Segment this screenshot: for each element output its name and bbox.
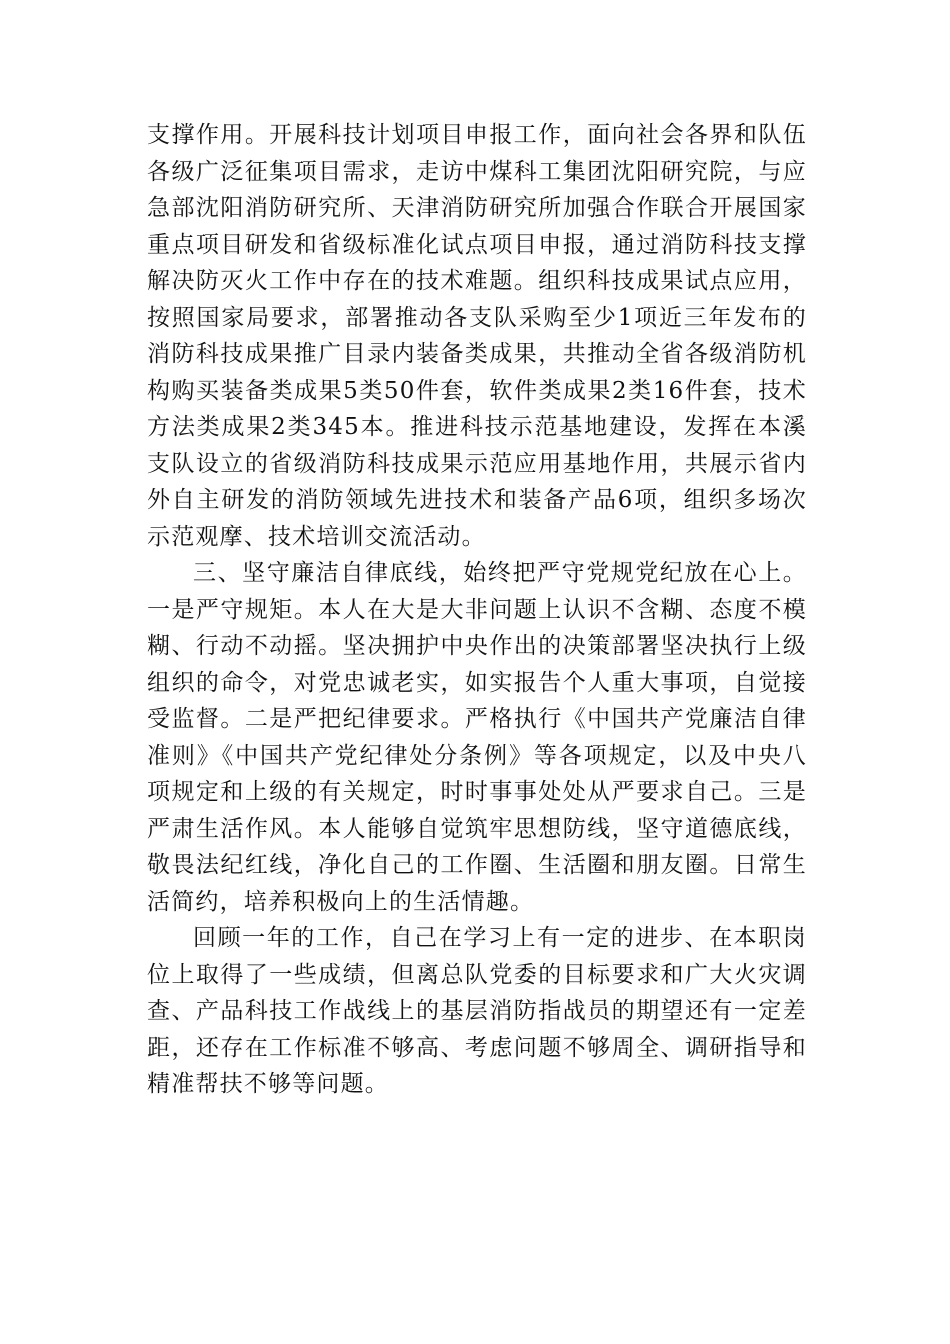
- paragraph-integrity-discipline: 三、坚守廉洁自律底线，始终把严守党规党纪放在心上。一是严守规矩。本人在大是大非问题上认识不含糊、态度不模糊、行动不动摇。坚决拥护中央作出的决策部署坚决执行上级组织的命令，对党忠诚老实，如实报告个人重大事项，自觉接受监督。二是严把纪律要求。严格执行《中国共产党廉洁自律准则》《中国共产党纪律处分条例》等各项规定，以及中央八项规定和上级的有关规定，时时事事处处从严要求自己。三是严肃生活作风。本人能够自觉筑牢思想防线，坚守道德底线，敬畏法纪红线，净化自己的工作圈、生活圈和朋友圈。日常生活简约，培养积极向上的生活情趣。: [147, 560, 807, 915]
- paragraph-science-tech-support: 支撑作用。开展科技计划项目申报工作，面向社会各界和队伍各级广泛征集项目需求，走访中煤科工集团沈阳研究院，与应急部沈阳消防研究所、天津消防研究所加强合作联合开展国家重点项目研发和省级标准化试点项目申报，通过消防科技支撑解决防灭火工作中存在的技术难题。组织科技成果试点应用，按照国家局要求，部署推动各支队采购至少1项近三年发布的消防科技成果推广目录内装备类成果，共推动全省各级消防机构购买装备类成果5类50件套，软件类成果2类16件套，技术方法类成果2类345本。推进科技示范基地建设，发挥在本溪支队设立的省级消防科技成果示范应用基地作用，共展示省内外自主研发的消防领域先进技术和装备产品6项，组织多场次示范观摩、技术培训交流活动。: [147, 122, 807, 550]
- document-body: [147, 117, 807, 1103]
- paragraph-year-review: 回顾一年的工作，自己在学习上有一定的进步、在本职岗位上取得了一些成绩，但离总队党委的目标要求和广大火灾调查、产品科技工作战线上的基层消防指战员的期望还有一定差距，还存在工作标准不够高、考虑问题不够周全、调研指导和精准帮扶不够等问题。: [147, 925, 807, 1097]
